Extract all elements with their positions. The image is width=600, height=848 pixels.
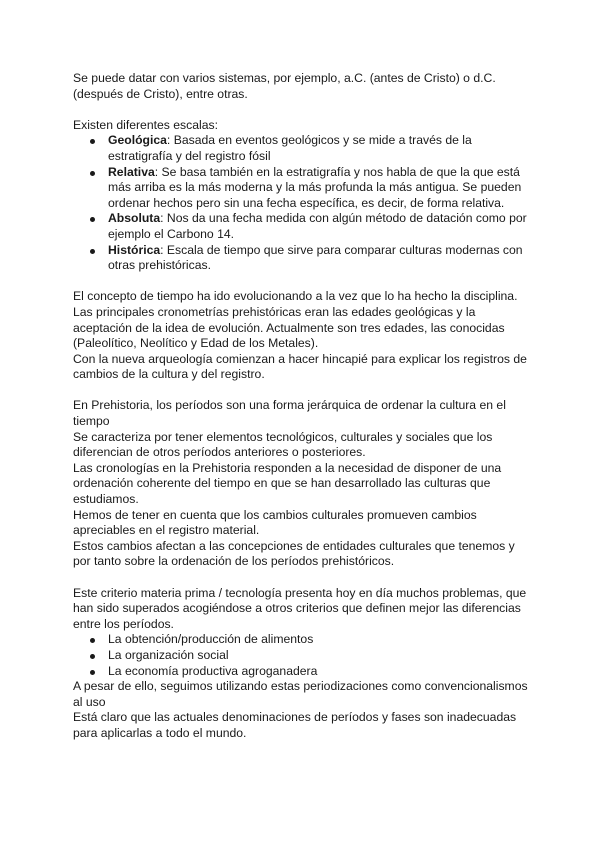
scale-item-absoluta [73,211,528,242]
criteria-list [73,632,528,679]
scale-term: Relativa [108,164,155,179]
scale-term: Histórica [108,242,161,257]
time-paragraph-2: Con la nueva arqueología comienzan a hacer hincapié para explicar los registros de cambios de la cultura y del registro. [73,351,527,382]
periods-paragraph-2: Se caracteriza por tener elementos tecnológicos, culturales y sociales que los diferencian de otros períodos anteriores o posteriores. [73,429,493,460]
scale-term: Absoluta [108,211,161,226]
document-body [73,71,528,742]
scale-description: : Escala de tiempo que sirve para comparar culturas modernas con otras prehistóricas. [108,242,523,273]
criteria-item: La economía productiva agroganadera [73,664,528,680]
scale-description: : Basada en eventos geológicos y se mide a través de la estratigrafía y del registro fósil [108,133,472,163]
scale-item-geologica [73,133,528,164]
time-paragraph-1: El concepto de tiempo ha ido evolucionando a la vez que lo ha hecho la disciplina. Las principales cronometrías prehistóricas eran las edades geológicas y la aceptación de la idea de evolución. Actualmente son tres edades, las conocidas (Paleolítico, Neolítico y Edad de los Metales). [73,289,518,351]
periods-paragraph-1: En Prehistoria, los períodos son una forma jerárquica de ordenar la cultura en el tiempo [73,398,506,429]
intro-paragraph: Se puede datar con varios sistemas, por ejemplo, a.C. (antes de Cristo) o d.C. (después de Cristo), entre otras. [73,71,496,101]
scale-item-historica [73,243,528,274]
criteria-item: La organización social [73,648,528,664]
scales-heading: Existen diferentes escalas: [73,117,218,132]
criteria-paragraph: Este criterio materia prima / tecnología presenta hoy en día muchos problemas, que han sido superados acogiéndose a otros criterios que definen mejor las diferencias entre los períodos. [73,585,527,631]
criteria-item: La obtención/producción de alimentos [73,632,528,648]
periods-paragraph-4: Hemos de tener en cuenta que los cambios culturales promueven cambios apreciables en el registro material. [73,507,477,538]
scale-term: Geológica [108,133,167,148]
scale-item-relativa [73,165,528,212]
scale-description: : Nos da una fecha medida con algún método de datación como por ejemplo el Carbono 14. [108,211,527,241]
scale-description: : Se basa también en la estratigrafía y nos habla de que la que está más arriba es la más moderna y la más profunda la más antigua. Se pueden ordenar hechos pero sin una fecha específica, es decir, de forma relativa. [108,164,522,210]
closing-paragraph-2: Está claro que las actuales denominaciones de períodos y fases son inadecuadas para aplicarlas a todo el mundo. [73,710,517,740]
scales-list [73,133,528,273]
closing-paragraph-1: A pesar de ello, seguimos utilizando estas periodizaciones como convencionalismos al uso [73,679,528,709]
periods-paragraph-5: Estos cambios afectan a las concepciones de entidades culturales que tenemos y por tanto sobre la ordenación de los períodos prehistóricos. [73,538,515,569]
periods-paragraph-3: Las cronologías en la Prehistoria responden a la necesidad de disponer de una ordenación coherente del tiempo en que se han desarrollado las culturas que estudiamos. [73,460,502,507]
